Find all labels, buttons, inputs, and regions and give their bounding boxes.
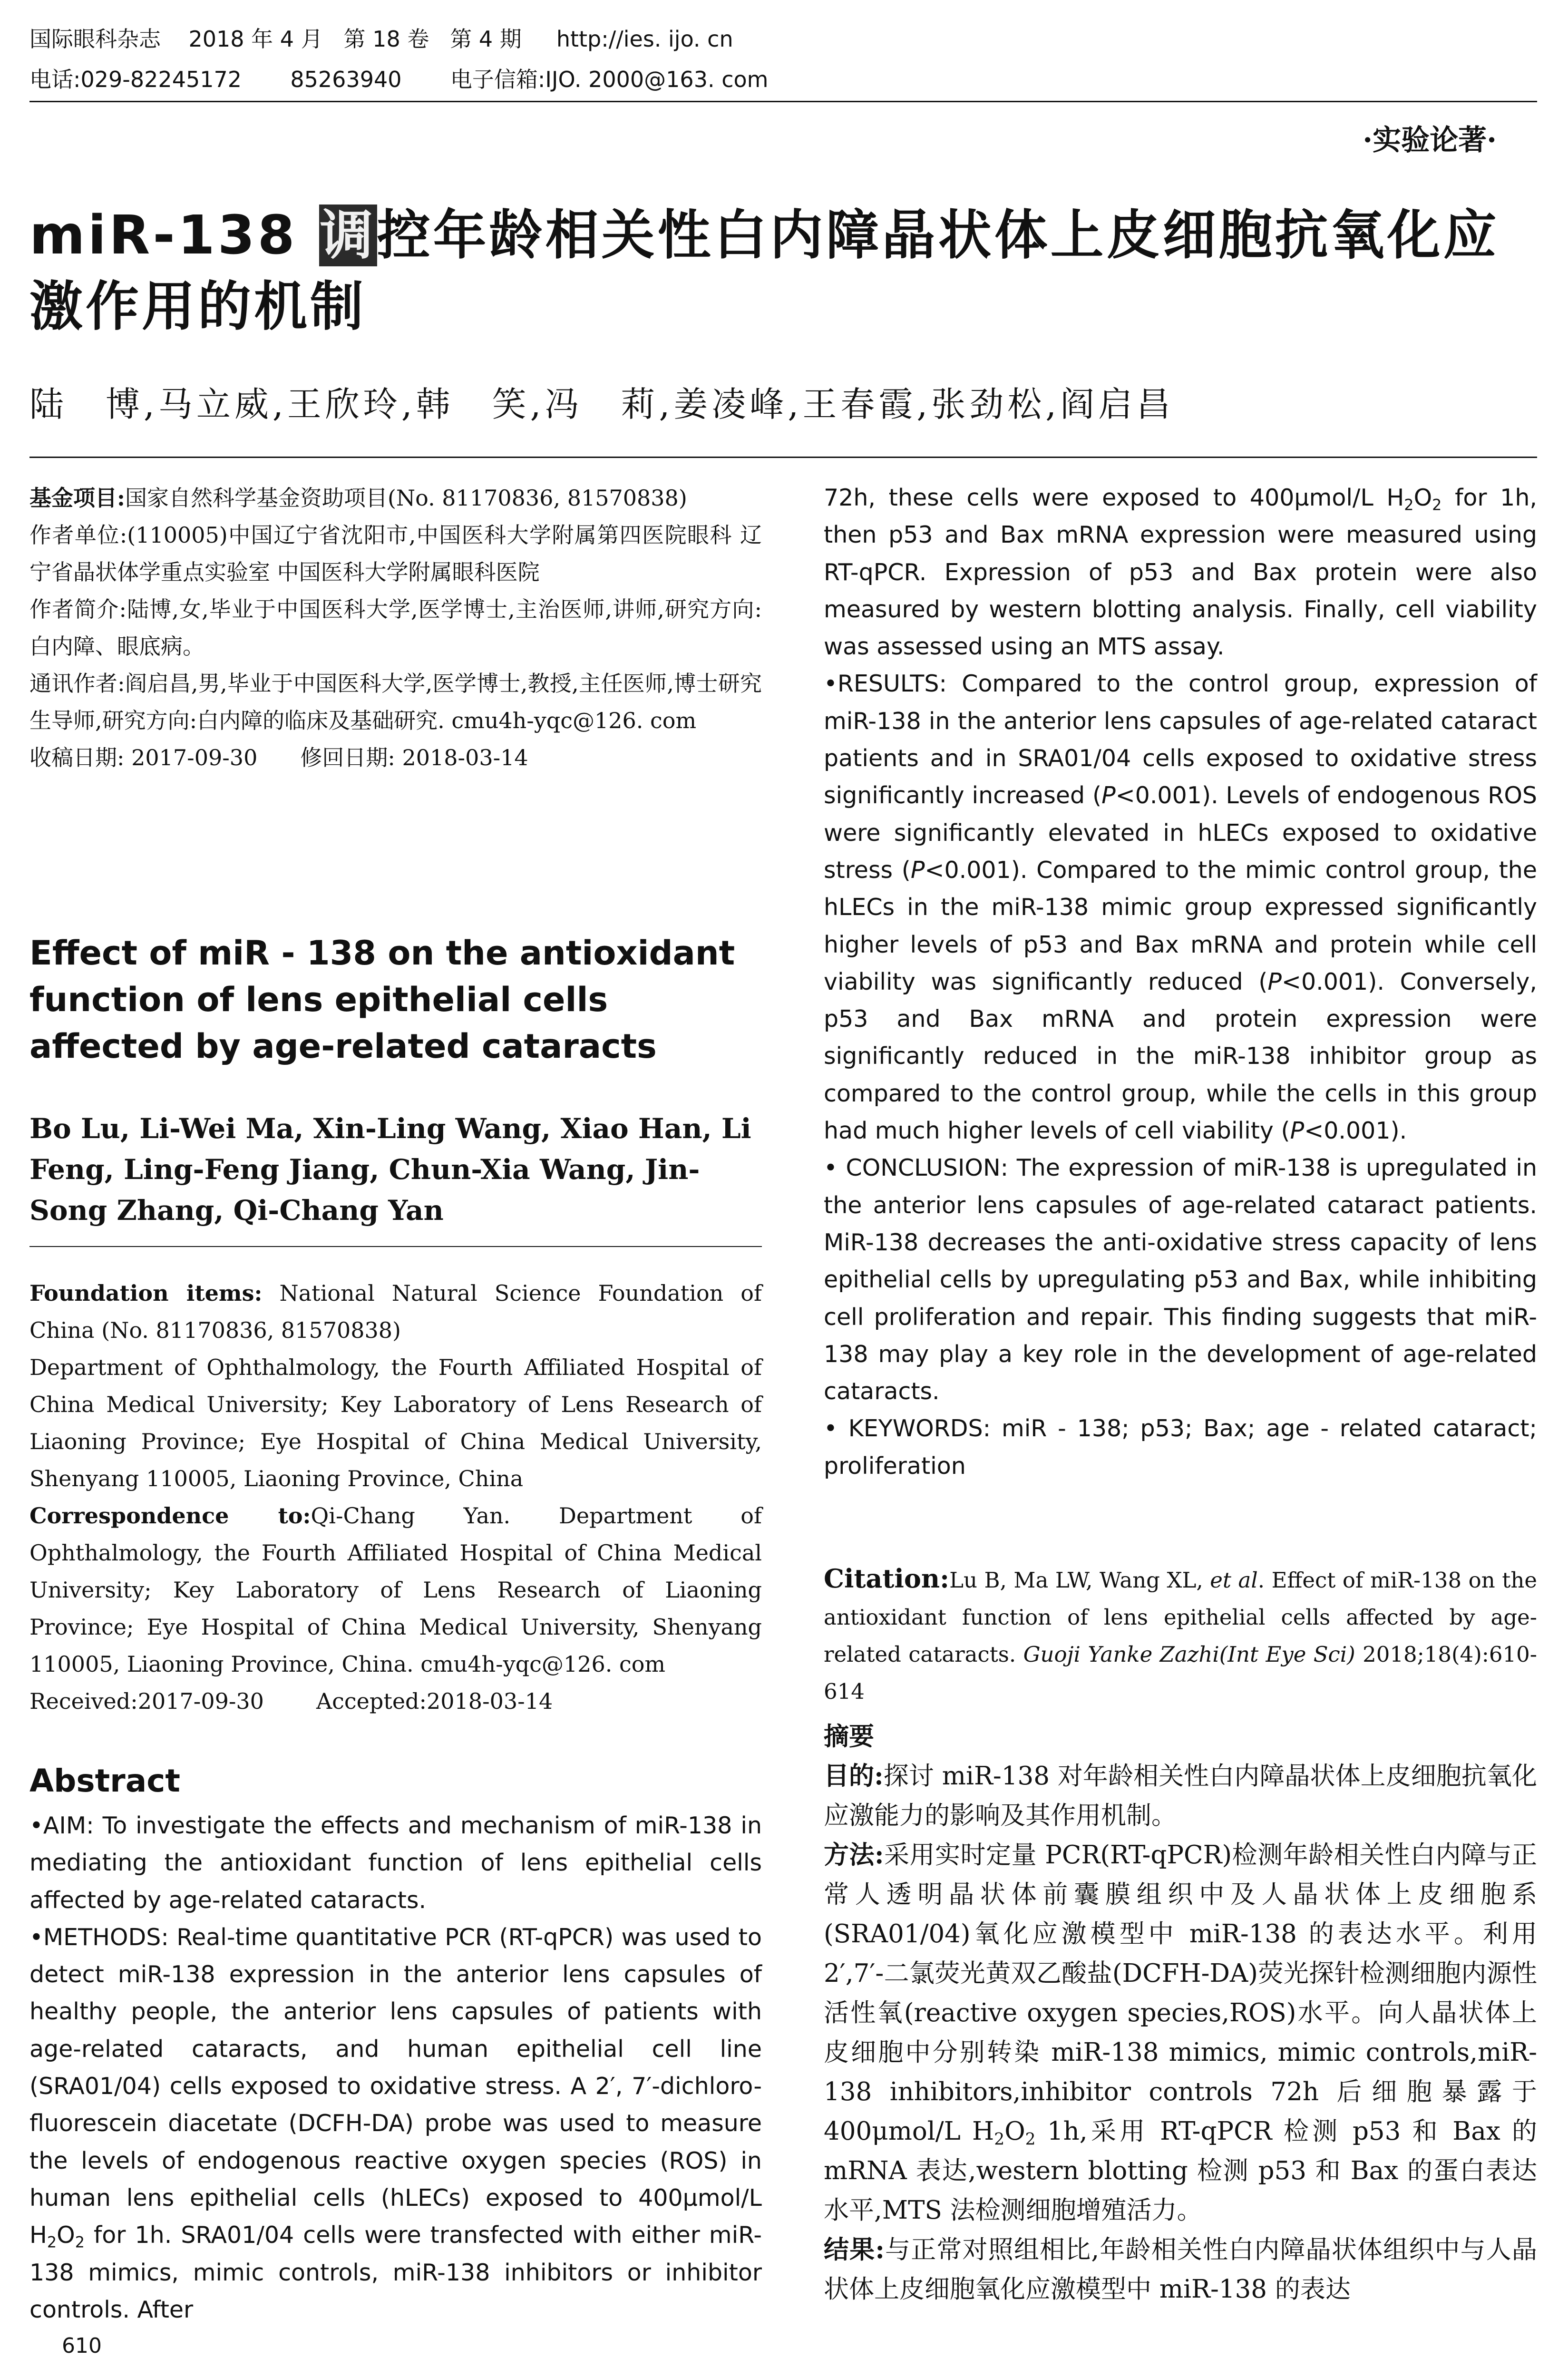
authors-cn: 陆 博,马立威,王欣玲,韩 笑,冯 莉,姜凌峰,王春霞,张劲松,阎启昌 xyxy=(29,384,1175,424)
abstract-keywords: • KEYWORDS: miR - 138; p53; Bax; age - related cataract; proliferation xyxy=(824,1415,1537,1480)
section-tag: ·实验论著· xyxy=(1363,124,1497,157)
citation: Citation:Lu B, Ma LW, Wang XL, et al. Effect of miR-138 on the antioxidant function of lens epithelial cells affected by age-related cataracts. Guoji Yanke Zazhi(Int Eye Sci) 2018;18(4):610-614 xyxy=(824,1563,1538,1704)
correspondence-en: Correspondence to:Qi-Chang Yan. Department of Ophthalmology, the Fourth Affiliated Hospital of China Medical University; Key Laboratory of Lens Research of Liaoning Province; Eye Hospital of China Medical University, Shenyang 110005, Liaoning Province, China. cmu4h-yqc@126. com xyxy=(29,1503,762,1677)
abstract-aim: •AIM: To investigate the effects and mechanism of miR-138 in mediating the antioxidant function of lens epithelial cells affected by age-related cataracts. xyxy=(29,1812,762,1914)
abstract-en-left xyxy=(29,1807,762,2328)
dates-cn: 收稿日期: 2017-09-30 修回日期: 2018-03-14 xyxy=(29,745,528,770)
abstract-heading: Abstract xyxy=(29,1763,180,1799)
department-en: Department of Ophthalmology, the Fourth Affiliated Hospital of China Medical University; Key Laboratory of Lens Research of Liaoning Province; Eye Hospital of China Medical University, Shenyang 110005, Liaoning Province, China xyxy=(29,1354,762,1491)
abstract-conclusion: • CONCLUSION: The expression of miR-138 is upregulated in the anterior lens capsules of age-related cataract patients. MiR-138 decreases the anti-oxidative stress capacity of lens epithelial cells by upregulating p53 and Bax, while inhibiting cell proliferation and repair. This finding suggests that miR-138 may play a key role in the development of age-related cataracts. xyxy=(824,1154,1537,1405)
author-bio-cn: 作者简介:陆博,女,毕业于中国医科大学,医学博士,主治医师,讲师,研究方向:白内障、眼底病。 xyxy=(29,596,762,659)
abstract-cn-aim: 目的:探讨 miR-138 对年龄相关性白内障晶状体上皮细胞抗氧化应激能力的影响及其作用机制。 xyxy=(824,1761,1537,1830)
front-matter-cn xyxy=(29,479,762,776)
abstract-cn-methods: 方法:采用实时定量 PCR(RT-qPCR)检测年龄相关性白内障与正常人透明晶状体前囊膜组织中及人晶状体上皮细胞系(SRA01/04)氧化应激模型中 miR-138 的表达水平。利用 2′,7′-二氯荧光黄双乙酸盐(DCFH-DA)荧光探针检测细胞内源性活性氧(reactive oxygen species,ROS)水平。向人晶状体上皮细胞中分别转染 miR-138 mimics, mimic controls,miR-138 inhibitors,inhibitor controls 72h 后细胞暴露于 400μmol/L $H_2O_2$ 1h,采用 RT-qPCR 检测 p53 和 Bax 的 mRNA 表达,western blotting 检测 p53 和 Bax 的蛋白表达水平,MTS 法检测细胞增殖活力。 xyxy=(824,1840,1538,2225)
title-prefix: miR-138 xyxy=(29,205,319,266)
authors-divider xyxy=(29,457,1537,458)
foundation-cn: 基金项目:国家自然科学基金资助项目(No. 81170836, 81570838) xyxy=(29,485,687,511)
abstract-results: •RESULTS: Compared to the control group, expression of miR-138 in the anterior lens capsules of age-related cataract patients and in SRA01/04 cells exposed to oxidative stress significantly increased (P<0.001). Levels of endogenous ROS were significantly elevated in hLECs exposed to oxidative stress (P<0.001). Compared to the mimic control group, the hLECs in the miR-138 mimic group expressed significantly higher levels of p53 and Bax mRNA and protein while cell viability was significantly reduced (P<0.001). Conversely, p53 and Bax mRNA and protein expression were significantly reduced in the miR-138 inhibitor group as compared to the control group, while the cells in this group had much higher levels of cell viability (P<0.001). xyxy=(824,670,1537,1145)
title-rest: 控年龄相关性白内障晶状体上皮细胞抗氧化应激作用的机制 xyxy=(29,205,1500,338)
affiliation-cn: 作者单位:(110005)中国辽宁省沈阳市,中国医科大学附属第四医院眼科 辽宁省晶状体学重点实验室 中国医科大学附属眼科医院 xyxy=(29,522,762,585)
header-divider xyxy=(29,101,1537,102)
abstract-en-right xyxy=(824,479,1537,1485)
article-title-en: Effect of miR - 138 on the antioxidant function of lens epithelial cells affected by age-related cataracts xyxy=(29,934,735,1066)
article-title-cn xyxy=(29,200,1537,342)
abstract-methods: •METHODS: Real-time quantitative PCR (RT-qPCR) was used to detect miR-138 expression in the anterior lens capsules of healthy people, the anterior lens capsules of patients with age-related cataracts, and human epithelial cell line (SRA01/04) cells exposed to oxidative stress. A 2′, 7′-dichloro-fluorescein diacetate (DCFH-DA) probe was used to measure the levels of endogenous reactive oxygen species (ROS) in human lens epithelial cells (hLECs) exposed to 400μmol/L $H_2O_2$ for 1h. SRA01/04 cells were transfected with either miR-138 mimics, mimic controls, miR-138 inhibitors or inhibitor controls. After xyxy=(29,1923,762,2323)
title-highlight-char: 调 xyxy=(320,205,376,266)
front-matter-en xyxy=(29,1275,762,1720)
foundation-en: Foundation items: National Natural Science Foundation of China (No. 81170836, 81570838) xyxy=(29,1280,762,1343)
abstract-cn xyxy=(824,1717,1537,2309)
running-header-contact: 电话:029-82245172 85263940 电子信箱:IJO. 2000@163. com xyxy=(29,67,769,92)
authors-en: Bo Lu, Li-Wei Ma, Xin-Ling Wang, Xiao Han, Li Feng, Ling-Feng Jiang, Chun-Xia Wang, Jin-Song Zhang, Qi-Chang Yan xyxy=(29,1112,751,1227)
abstract-methods-cont: 72h, these cells were exposed to 400μmol/L $H_2O_2$ for 1h, then p53 and Bax mRNA expression were measured using RT-qPCR. Expression of p53 and Bax protein were also measured by western blotting analysis. Finally, cell viability was assessed using an MTS assay. xyxy=(824,484,1537,661)
page-number: 610 xyxy=(62,2334,102,2358)
correspondence-cn: 通讯作者:阎启昌,男,毕业于中国医科大学,医学博士,教授,主任医师,博士研究生导师,研究方向:白内障的临床及基础研究. cmu4h-yqc@126. com xyxy=(29,671,762,733)
running-header-journal: 国际眼科杂志 2018 年 4 月 第 18 卷 第 4 期 http://ies. ijo. cn xyxy=(29,26,733,52)
english-authors-divider xyxy=(29,1246,762,1247)
abstract-cn-results: 结果:与正常对照组相比,年龄相关性白内障晶状体组织中与人晶状体上皮细胞氧化应激模型中 miR-138 的表达 xyxy=(824,2235,1537,2304)
abstract-cn-heading: 摘要 xyxy=(824,1722,874,1751)
dates-en: Received:2017-09-30 Accepted:2018-03-14 xyxy=(29,1688,553,1714)
